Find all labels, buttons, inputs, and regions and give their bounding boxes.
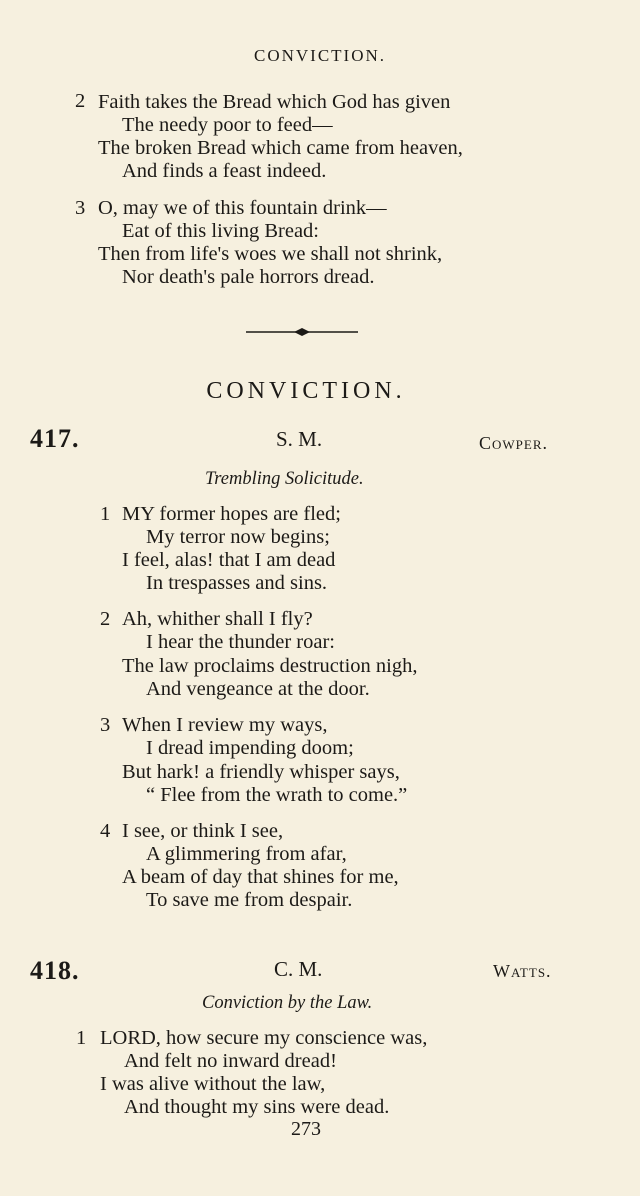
hymn-author: Cowper. [479, 433, 549, 453]
verse-line: The broken Bread which came from heaven, [98, 137, 463, 159]
hymn-subtitle: Conviction by the Law. [202, 993, 373, 1013]
verse-line: And finds a feast indeed. [122, 160, 327, 182]
verse-line: O, may we of this fountain drink— [98, 197, 387, 219]
verse-line: LORD, how secure my conscience was, [100, 1027, 428, 1049]
verse-line: I dread impending doom; [146, 737, 354, 759]
verse-line: And felt no inward dread! [124, 1050, 337, 1072]
verse-line: To save me from despair. [146, 889, 353, 911]
stanza-number: 1 [100, 503, 111, 525]
stanza-number: 3 [75, 197, 86, 219]
verse-line: I see, or think I see, [122, 820, 284, 842]
hymn-subtitle: Trembling Solicitude. [205, 469, 364, 489]
hymn-number: 418. [30, 956, 80, 985]
verse-line: Nor death's pale horrors dread. [122, 266, 375, 288]
hymn-meter: S. M. [276, 427, 323, 451]
running-head: CONVICTION. [253, 46, 387, 65]
verse-line: When I review my ways, [122, 714, 328, 736]
hymn-number: 417. [30, 424, 80, 453]
hymn-author: Watts. [493, 961, 552, 981]
verse-line: The law proclaims destruction nigh, [122, 655, 418, 677]
page-number: 273 [291, 1118, 321, 1140]
verse-line: I was alive without the law, [100, 1073, 326, 1095]
verse-line: My terror now begins; [146, 526, 330, 548]
verse-line: Eat of this living Bread: [122, 220, 319, 242]
verse-line: I hear the thunder roar: [146, 631, 335, 653]
verse-line: I feel, alas! that I am dead [122, 549, 336, 571]
verse-line: MY former hopes are fled; [122, 503, 341, 525]
stanza-number: 2 [100, 608, 111, 630]
verse-line: The needy poor to feed— [122, 114, 333, 136]
verse-line: And vengeance at the door. [146, 678, 370, 700]
verse-line: Then from life's woes we shall not shrink, [98, 243, 443, 265]
verse-line: A glimmering from afar, [146, 843, 347, 865]
section-title: CONVICTION. [206, 378, 406, 404]
verse-line: In trespasses and sins. [146, 572, 328, 594]
verse-line: A beam of day that shines for me, [122, 866, 399, 888]
stanza-number: 1 [76, 1027, 87, 1049]
verse-line: Faith takes the Bread which God has given [98, 91, 451, 113]
verse-line: Ah, whither shall I fly? [122, 608, 313, 630]
stanza-number: 2 [75, 90, 86, 112]
stanza-number: 4 [100, 820, 111, 842]
hymn-meter: C. M. [274, 957, 323, 981]
verse-line: But hark! a friendly whisper says, [122, 761, 400, 783]
ornamental-divider [246, 326, 358, 338]
verse-line: “ Flee from the wrath to come.” [146, 784, 408, 806]
verse-line: And thought my sins were dead. [124, 1096, 390, 1118]
stanza-number: 3 [100, 714, 111, 736]
